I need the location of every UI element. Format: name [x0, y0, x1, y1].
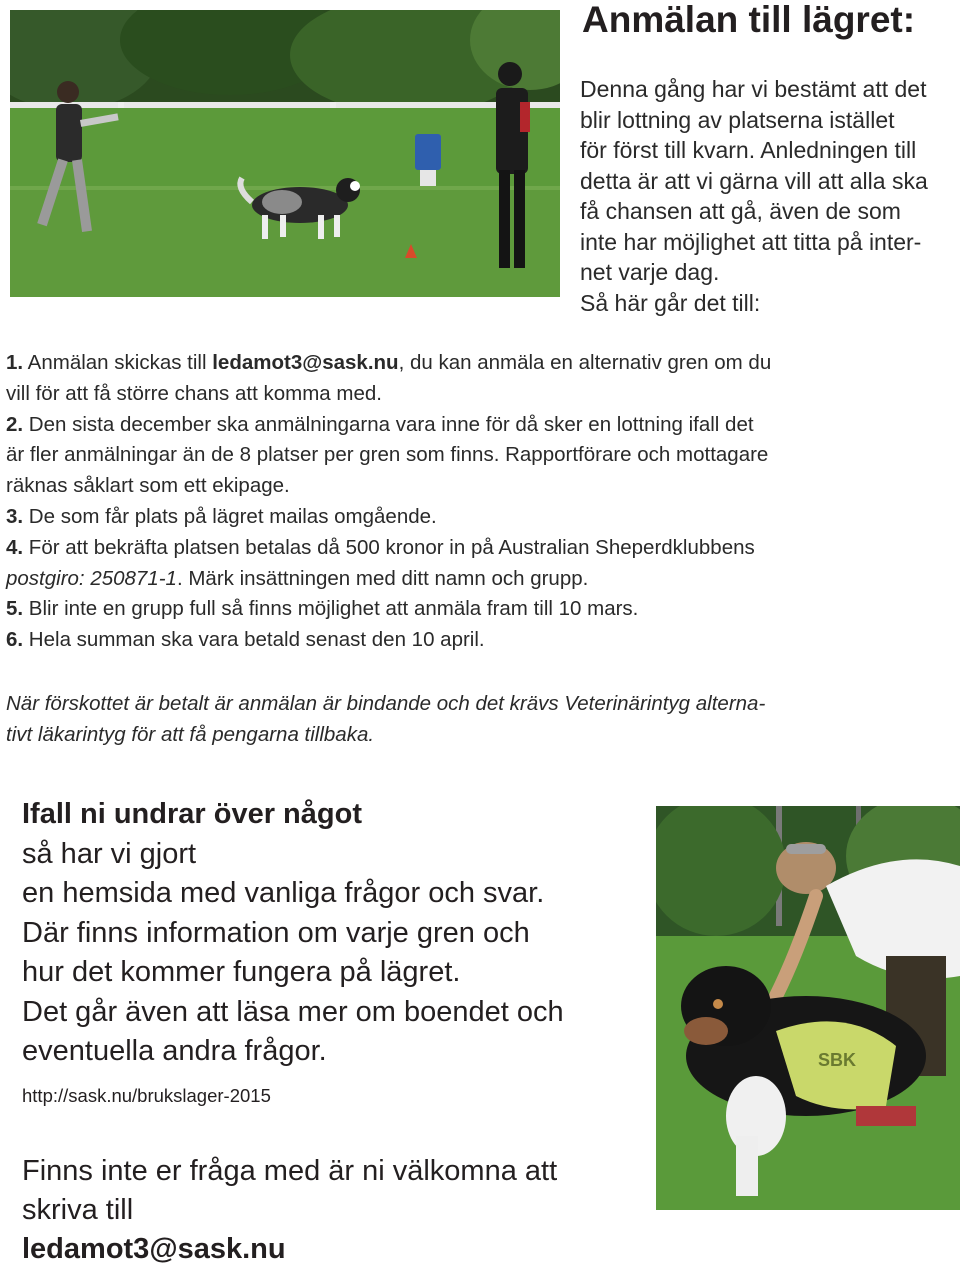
- dog-training-field-image: [10, 10, 560, 297]
- closing-email[interactable]: ledamot3@sask.nu: [22, 1233, 286, 1265]
- page-title: Anmälan till lägret:: [582, 0, 916, 40]
- step-2: 2. Den sista december ska anmälningarna vara inne för då sker en lottning ifall det: [6, 412, 754, 436]
- step-number: 1.: [6, 351, 24, 374]
- intro-line: Denna gång har vi bestämt att det: [580, 76, 927, 102]
- step-number: 6.: [6, 628, 24, 652]
- intro-line: få chansen att gå, även de som: [580, 198, 901, 224]
- photo-dog-training-field: [10, 10, 560, 297]
- intro-line: Så här går det till:: [580, 289, 761, 316]
- step-1-cont: vill för att få större chans att komma med.: [6, 381, 382, 405]
- binding-note: [6, 688, 960, 750]
- intro-line: net varje dag.: [580, 259, 720, 285]
- faq-paragraph: [22, 795, 642, 1072]
- faq-line: Där finns information om varje gren och: [22, 916, 530, 949]
- step-number: 4.: [6, 535, 24, 559]
- postgiro-number: postgiro: 250871-1: [6, 566, 177, 590]
- faq-url-link[interactable]: http://sask.nu/brukslager-2015: [22, 1085, 271, 1106]
- step-1: 1. Anmälan skickas till ledamot3@sask.nu, du kan anmäla en alternativ gren om du: [6, 351, 772, 374]
- steps-list: [6, 348, 960, 656]
- closing-paragraph: [22, 1152, 642, 1269]
- step-number: 2.: [6, 412, 24, 436]
- closing-line: Finns inte er fråga med är ni välkomna att: [22, 1155, 558, 1187]
- step-6: 6. Hela summan ska vara betald senast den 10 april.: [6, 628, 485, 652]
- note-line: När förskottet är betalt är anmälan är bindande och det krävs Veterinärintyg alterna-: [6, 692, 766, 715]
- faq-line: Ifall ni undrar över något så har vi gjort: [22, 798, 362, 870]
- step-4: 4. För att bekräfta platsen betalas då 500 kronor in på Australian Sheperdklubbens: [6, 535, 755, 559]
- contact-email[interactable]: ledamot3@sask.nu: [212, 351, 399, 374]
- vest-label: SBK: [818, 1050, 857, 1070]
- intro-paragraph: [580, 74, 960, 318]
- faq-line: eventuella andra frågor.: [22, 1035, 327, 1067]
- photo-woman-with-dog: [656, 806, 960, 1210]
- step-2-cont: räknas såklart som ett ekipage.: [6, 474, 290, 498]
- step-3: 3. De som får plats på lägret mailas omgående.: [6, 504, 437, 528]
- step-number: 3.: [6, 504, 24, 528]
- intro-line: blir lottning av platserna istället: [580, 106, 895, 133]
- faq-line: Det går även att läsa mer om boendet och: [22, 995, 564, 1028]
- intro-line: för först till kvarn. Anledningen till: [580, 137, 917, 163]
- intro-line: inte har möjlighet att titta på inter-: [580, 228, 922, 255]
- closing-line: skriva till ledamot3@sask.nu: [22, 1194, 286, 1265]
- woman-with-dog-image: [656, 806, 960, 1210]
- step-4-cont: postgiro: 250871-1. Märk insättningen med ditt namn och grupp.: [6, 566, 589, 590]
- faq-line: hur det kommer fungera på lägret.: [22, 956, 461, 988]
- step-number: 5.: [6, 597, 24, 621]
- step-2-cont: är fler anmälningar än de 8 platser per gren som finns. Rapportförare och mottagare: [6, 443, 769, 467]
- intro-line: detta är att vi gärna vill att alla ska: [580, 167, 928, 194]
- note-line: tivt läkarintyg för att få pengarna tillbaka.: [6, 723, 375, 746]
- faq-line: en hemsida med vanliga frågor och svar.: [22, 877, 545, 909]
- step-5: 5. Blir inte en grupp full så finns möjlighet att anmäla fram till 10 mars.: [6, 597, 639, 621]
- faq-lead: Ifall ni undrar över något: [22, 798, 362, 830]
